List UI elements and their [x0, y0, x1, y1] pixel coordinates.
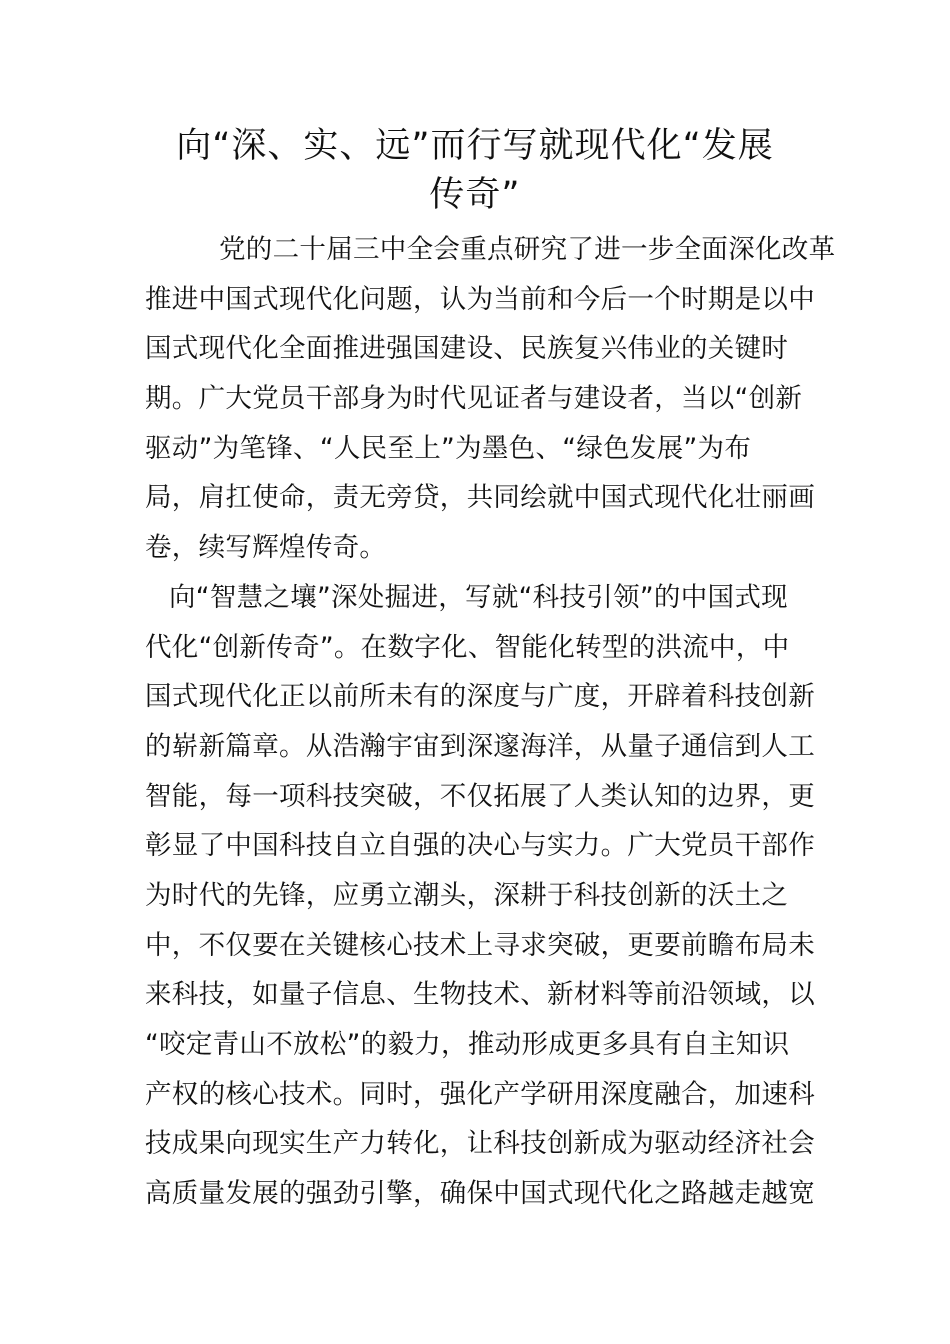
paragraph-line: 国式现代化正以前所未有的深度与广度，开辟着科技创新 [145, 681, 815, 713]
paragraph [145, 225, 836, 573]
document-body [145, 225, 836, 1219]
paragraph-line: 局，肩扛使命，责无旁贷，共同绘就中国式现代化壮丽画 [145, 482, 815, 514]
paragraph-line: 为时代的先锋，应勇立潮头，深耕于科技创新的沃土之 [145, 879, 789, 911]
paragraph-line: 驱动”为笔锋、“人民至上”为墨色、“绿色发展”为布 [145, 432, 752, 464]
paragraph-line: 卷，续写辉煌传奇。 [145, 532, 387, 564]
paragraph-line: 产权的核心技术。同时，强化产学研用深度融合，加速科 [145, 1078, 815, 1110]
paragraph-line: 高质量发展的强劲引擎，确保中国式现代化之路越走越宽 [145, 1178, 815, 1210]
document-title [145, 122, 805, 220]
paragraph-line: 智能，每一项科技突破，不仅拓展了人类认知的边界，更 [145, 780, 815, 812]
paragraph-line: 向“智慧之壤”深处掘进，写就“科技引领”的中国式现 [169, 581, 788, 613]
paragraph-line: 中，不仅要在关键核心技术上寻求突破，更要前瞻布局未 [145, 929, 815, 961]
paragraph-line: 党的二十届三中全会重点研究了进一步全面深化改革 [219, 234, 836, 265]
paragraph-line: “咬定青山不放松”的毅力，推动形成更多具有自主知识 [145, 1029, 790, 1060]
paragraph-line: 推进中国式现代化问题，认为当前和今后一个时期是以中 [145, 283, 815, 315]
paragraph-line: 来科技，如量子信息、生物技术、新材料等前沿领域，以 [145, 979, 815, 1011]
paragraph-line: 的崭新篇章。从浩瀚宇宙到深邃海洋，从量子通信到人工 [145, 730, 815, 762]
paragraph [145, 573, 815, 1219]
title-line: 向“深、实、远”而行写就现代化“发展 [176, 126, 774, 166]
paragraph-line: 技成果向现实生产力转化，让科技创新成为驱动经济社会 [145, 1128, 815, 1160]
paragraph-line: 期。广大党员干部身为时代见证者与建设者，当以“创新 [145, 383, 803, 415]
paragraph-line: 彰显了中国科技自立自强的决心与实力。广大党员干部作 [145, 830, 815, 862]
paragraph-line: 国式现代化全面推进强国建设、民族复兴伟业的关键时 [145, 333, 789, 365]
title-line: 传奇” [429, 175, 521, 215]
paragraph-line: 代化“创新传奇”。在数字化、智能化转型的洪流中，中 [145, 631, 790, 663]
